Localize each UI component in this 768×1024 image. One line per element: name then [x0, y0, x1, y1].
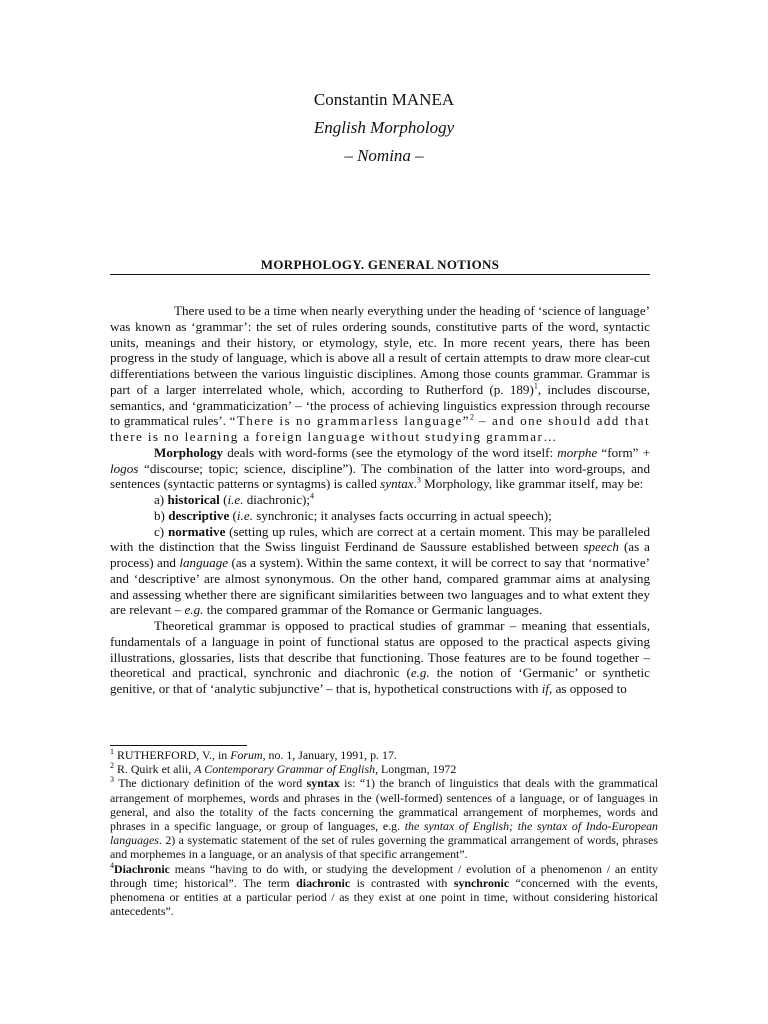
text-run: (as a system). Within the same context, it will be correct to say that ‘normative’ and ‘descriptive’ are almost synonymous. On the other hand, compared grammar aims at analysing and assessing whether there are significant similarities between two languages and to what extent they are relevant – [110, 555, 650, 618]
section-heading: MORPHOLOGY. GENERAL NOTIONS [110, 257, 650, 275]
text-run: Theoretical grammar is opposed to practical studies of grammar – meaning that essentials, fundamentals of a language in point of functional status are opposed to the practical aspects giving illustrations, glossaries, lists that describe that functioning. Those features are to be found together – theoretical and practical, synchronic and diachronic ( [110, 618, 650, 681]
text-run: the notion of ‘Germanic’ or synthetic genitive, or that of ‘analytic subjunctive’ – that is, hypothetical constructions with [110, 665, 650, 696]
footnote-ref-1[interactable]: 1 [533, 381, 538, 391]
term-logos: logos [110, 460, 139, 476]
example-run: the syntax of English; the syntax of Indo-European languages [110, 819, 658, 848]
book-reference: A Contemporary Grammar of English [194, 762, 376, 777]
term-historical: historical [167, 492, 220, 507]
author-name: Constantin MANEA [313, 90, 455, 109]
body-text [110, 303, 650, 697]
abbr-eg: e.g. [410, 665, 430, 681]
footnote-1 [110, 748, 658, 762]
abbr-ie: i.e. [236, 507, 253, 523]
term-normative: normative [167, 523, 226, 539]
footnote-ref-2[interactable]: 2 [469, 412, 474, 422]
footnote-3 [110, 776, 658, 861]
text-run: “concerned with the events, phenomena or entities at a particular period / as they exist at one point in time, without considering historical antecedents”. [110, 875, 658, 919]
text-run: , no. 1, January, 1991, p. 17. [262, 748, 397, 762]
term-morphology: Morphology [154, 444, 224, 460]
text-run: There used to be a time when nearly everything under the heading of ‘science of language’ was known as ‘grammar’: the set of rules ordering sounds, constitutive parts of the word, syntactic units, meanings and their history, or etymology, style, etc. In more recent years, there has been progress in the study of language, which is above all a result of certain attempts to draw more clear-cut differentiations between the various linguistic disciplines. Among those counts grammar. Grammar is part of a larger interrelated whole, which, according to Rutherford (p. 189) [110, 303, 650, 397]
book-title: English Morphology [313, 118, 455, 137]
quote-run: “There is no grammarless language” [229, 413, 470, 429]
paragraph-morphology: Morphology deals with word-forms (see the etymology of the word itself: morphe “form” + logos “discourse; topic; science, discipline”). The combination of the latter into word-groups, and sentences (syntactic patterns or syntagms) is called syntax.$^3$ Morphology, like grammar itself, may be: [110, 444, 650, 492]
footnote-4 [110, 862, 658, 919]
paragraph-theoretical [110, 618, 650, 697]
abbr-ie: i.e. [227, 492, 244, 507]
text-run: (setting up rules, which are correct at a certain moment. This may be paralleled with the distinction that the Swiss linguist Ferdinand de Saussure established between [110, 523, 650, 555]
list-item-descriptive [110, 508, 650, 524]
text-run: diachronic); [243, 492, 310, 507]
text-run: RUTHERFORD, V., in [114, 748, 231, 762]
term-syntax: syntax [306, 776, 340, 791]
footnote-ref-4[interactable]: 4 [310, 491, 314, 501]
text-run: , as opposed to [549, 681, 627, 696]
list-marker: a) [154, 492, 168, 507]
text-run: Morphology, like grammar itself, may be: [420, 476, 644, 492]
text-run: deals with word-forms (see the etymology of the word itself: [223, 444, 558, 460]
text-run: is: “1) the branch of linguistics that deals with the grammatical arrangement of morphemes, words and phrases in the (well-formed) sentences of a language, or of languages in general, and also the totality of the facts concerning the grammatical arrangement of morphemes, words and phrases in a specific language, or group of languages, e.g. [110, 776, 659, 834]
text-run: , Longman, 1972 [375, 762, 457, 777]
text-run: , includes discourse, semantics, and ‘grammaticization’ – ‘the process of achieving linguistics expression through recourse to grammatical rules’. [110, 381, 650, 429]
text-run: “discourse; topic; science, discipline”). The combination of the latter into word-groups, and sentences (syntactic patterns or syntagms) is called [110, 460, 650, 492]
journal-title: Forum [230, 748, 263, 762]
text-run: “form” + [597, 444, 650, 460]
term-speech: speech [583, 539, 619, 555]
term-syntax: syntax [380, 476, 414, 492]
term-diachronic: diachronic [296, 875, 351, 890]
footnote-number: 1 [110, 747, 114, 757]
text-run: means “having to do with, or studying the development / evolution of a phenomenon / an entity through time; historical”. The term [110, 861, 658, 890]
term-descriptive: descriptive [168, 507, 230, 523]
text-run: – and one should add that there is no learning a foreign language without studying grammar… [110, 413, 651, 444]
footnote-number: 2 [110, 761, 114, 771]
footnote-ref-3[interactable]: 3 [416, 475, 421, 485]
list-marker: b) [154, 507, 169, 523]
footnotes [110, 748, 658, 918]
text-run: is contrasted with [350, 875, 454, 890]
term-if: if [541, 681, 550, 696]
text-run: the compared grammar of the Romance or Germanic languages. [203, 602, 543, 618]
text-run: ( [229, 507, 237, 523]
term-synchronic: synchronic [453, 875, 510, 890]
text-run: synchronic; it analyses facts occurring in actual speech); [252, 507, 552, 523]
book-subtitle: – Nomina – [344, 146, 424, 165]
footnote-2 [110, 762, 658, 776]
text-run: . 2) a systematic statement of the set of rules governing the grammatical arrangement of words, phrases and morphemes in a language, or an analysis of that specific arrangement”. [110, 833, 658, 862]
text-run: The dictionary definition of the word [114, 776, 307, 791]
footnote-number: 4 [110, 860, 114, 870]
footnote-number: 3 [110, 775, 114, 785]
footnote-separator [110, 745, 247, 746]
text-run: (as a process) and [110, 539, 650, 570]
term-diachronic: Diachronic [114, 861, 170, 876]
abbr-eg: e.g. [184, 602, 204, 618]
list-item-normative [110, 524, 650, 619]
term-morphe: morphe [557, 444, 598, 460]
list-marker: c) [154, 523, 168, 539]
text-run: R. Quirk et alii, [114, 762, 195, 777]
list-item-historical [110, 492, 650, 508]
text-run: ( [219, 492, 228, 507]
paragraph-intro [110, 303, 650, 445]
term-language: language [179, 555, 229, 570]
